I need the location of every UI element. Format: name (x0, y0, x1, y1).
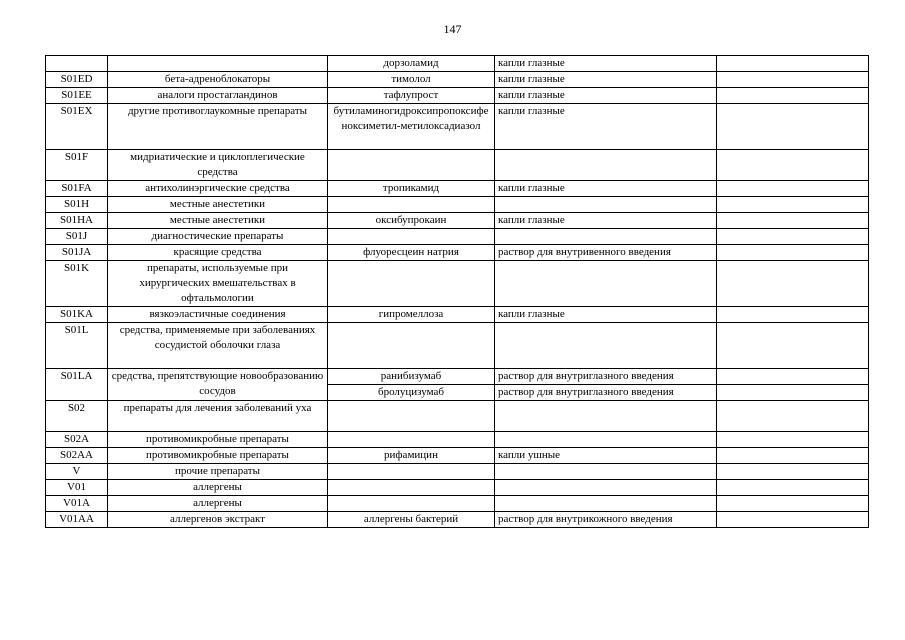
group-name-cell: препараты для лечения заболеваний уха (108, 401, 328, 432)
dosage-form-cell: раствор для внутриглазного введения (495, 385, 717, 401)
atc-code-cell: S01J (46, 229, 108, 245)
dosage-form-cell: капли глазные (495, 307, 717, 323)
dosage-form-cell (495, 323, 717, 369)
dosage-form-cell: раствор для внутрикожного введения (495, 512, 717, 528)
substance-cell (328, 261, 495, 307)
table-row (46, 181, 869, 197)
extra-cell (717, 464, 869, 480)
extra-cell (717, 323, 869, 369)
extra-cell (717, 369, 869, 385)
atc-code-cell: S01F (46, 150, 108, 181)
drug-table (45, 55, 869, 528)
atc-code-cell: S02A (46, 432, 108, 448)
extra-cell (717, 197, 869, 213)
atc-code-cell: S01LA (46, 369, 108, 401)
dosage-form-cell (495, 480, 717, 496)
substance-cell: дорзоламид (328, 56, 495, 72)
substance-cell (328, 197, 495, 213)
group-name-cell: вязкоэластичные соединения (108, 307, 328, 323)
table-row (46, 229, 869, 245)
table-row (46, 213, 869, 229)
page-number: 147 (443, 22, 462, 36)
atc-code-cell: S02AA (46, 448, 108, 464)
substance-cell (328, 150, 495, 181)
group-name-cell: мидриатические и циклоплегические средства (108, 150, 328, 181)
dosage-form-cell: раствор для внутриглазного введения (495, 369, 717, 385)
table-row (46, 401, 869, 432)
table-row (46, 480, 869, 496)
extra-cell (717, 496, 869, 512)
extra-cell (717, 480, 869, 496)
atc-code-cell (46, 56, 108, 72)
dosage-form-cell (495, 150, 717, 181)
substance-cell: аллергены бактерий (328, 512, 495, 528)
table-row (46, 72, 869, 88)
substance-cell (328, 496, 495, 512)
substance-cell: ранибизумаб (328, 369, 495, 385)
extra-cell (717, 229, 869, 245)
table-row (46, 197, 869, 213)
dosage-form-cell: капли ушные (495, 448, 717, 464)
atc-code-cell: S01K (46, 261, 108, 307)
extra-cell (717, 56, 869, 72)
extra-cell (717, 104, 869, 150)
table-row (46, 245, 869, 261)
extra-cell (717, 213, 869, 229)
dosage-form-cell: капли глазные (495, 104, 717, 150)
dosage-form-cell: капли глазные (495, 72, 717, 88)
extra-cell (717, 512, 869, 528)
atc-code-cell: S01ED (46, 72, 108, 88)
atc-code-cell: V01AA (46, 512, 108, 528)
extra-cell (717, 261, 869, 307)
group-name-cell: аналоги простагландинов (108, 88, 328, 104)
dosage-form-cell (495, 432, 717, 448)
extra-cell (717, 245, 869, 261)
dosage-form-cell (495, 229, 717, 245)
dosage-form-cell: капли глазные (495, 213, 717, 229)
extra-cell (717, 401, 869, 432)
group-name-cell: прочие препараты (108, 464, 328, 480)
group-name-cell: другие противоглаукомные препараты (108, 104, 328, 150)
atc-code-cell: S01EE (46, 88, 108, 104)
dosage-form-cell (495, 401, 717, 432)
group-name-cell: препараты, используемые при хирургических вмешательствах в офтальмологии (108, 261, 328, 307)
atc-code-cell: S01L (46, 323, 108, 369)
dosage-form-cell: капли глазные (495, 56, 717, 72)
dosage-form-cell: капли глазные (495, 181, 717, 197)
substance-cell: оксибупрокаин (328, 213, 495, 229)
table-row (46, 512, 869, 528)
dosage-form-cell: капли глазные (495, 88, 717, 104)
substance-cell (328, 229, 495, 245)
substance-cell (328, 401, 495, 432)
substance-cell (328, 432, 495, 448)
table-row (46, 432, 869, 448)
extra-cell (717, 385, 869, 401)
table-row (46, 56, 869, 72)
table-row (46, 104, 869, 150)
extra-cell (717, 150, 869, 181)
group-name-cell (108, 56, 328, 72)
group-name-cell: аллергенов экстракт (108, 512, 328, 528)
group-name-cell: аллергены (108, 480, 328, 496)
table-row (46, 448, 869, 464)
table-row (46, 323, 869, 369)
atc-code-cell: S01FA (46, 181, 108, 197)
dosage-form-cell: раствор для внутривенного введения (495, 245, 717, 261)
substance-cell: бролуцизумаб (328, 385, 495, 401)
dosage-form-cell (495, 464, 717, 480)
substance-cell: гипромеллоза (328, 307, 495, 323)
table-row (46, 150, 869, 181)
substance-cell: тропикамид (328, 181, 495, 197)
table-row (46, 261, 869, 307)
group-name-cell: красящие средства (108, 245, 328, 261)
atc-code-cell: S01H (46, 197, 108, 213)
group-name-cell: местные анестетики (108, 213, 328, 229)
group-name-cell: антихолинэргические средства (108, 181, 328, 197)
substance-cell: тимолол (328, 72, 495, 88)
substance-cell (328, 464, 495, 480)
substance-cell: тафлупрост (328, 88, 495, 104)
substance-cell: флуоресцеин натрия (328, 245, 495, 261)
table-row (46, 88, 869, 104)
atc-code-cell: V01 (46, 480, 108, 496)
extra-cell (717, 432, 869, 448)
atc-code-cell: S01HA (46, 213, 108, 229)
table-row (46, 369, 869, 385)
group-name-cell: аллергены (108, 496, 328, 512)
group-name-cell: местные анестетики (108, 197, 328, 213)
table-row (46, 496, 869, 512)
extra-cell (717, 72, 869, 88)
substance-cell: бутиламиногидроксипропоксифеноксиметил-метилоксадиазол (328, 104, 495, 150)
extra-cell (717, 88, 869, 104)
atc-code-cell: V01A (46, 496, 108, 512)
group-name-cell: противомикробные препараты (108, 432, 328, 448)
dosage-form-cell (495, 496, 717, 512)
table-row (46, 307, 869, 323)
group-name-cell: диагностические препараты (108, 229, 328, 245)
atc-code-cell: V (46, 464, 108, 480)
group-name-cell: средства, препятствующие новообразованию сосудов (108, 369, 328, 401)
substance-cell: рифамицин (328, 448, 495, 464)
atc-code-cell: S02 (46, 401, 108, 432)
dosage-form-cell (495, 261, 717, 307)
group-name-cell: бета-адреноблокаторы (108, 72, 328, 88)
extra-cell (717, 181, 869, 197)
group-name-cell: противомикробные препараты (108, 448, 328, 464)
extra-cell (717, 307, 869, 323)
atc-code-cell: S01JA (46, 245, 108, 261)
atc-code-cell: S01EX (46, 104, 108, 150)
substance-cell (328, 480, 495, 496)
group-name-cell: средства, применяемые при заболеваниях сосудистой оболочки глаза (108, 323, 328, 369)
dosage-form-cell (495, 197, 717, 213)
extra-cell (717, 448, 869, 464)
table-row (46, 464, 869, 480)
substance-cell (328, 323, 495, 369)
atc-code-cell: S01KA (46, 307, 108, 323)
